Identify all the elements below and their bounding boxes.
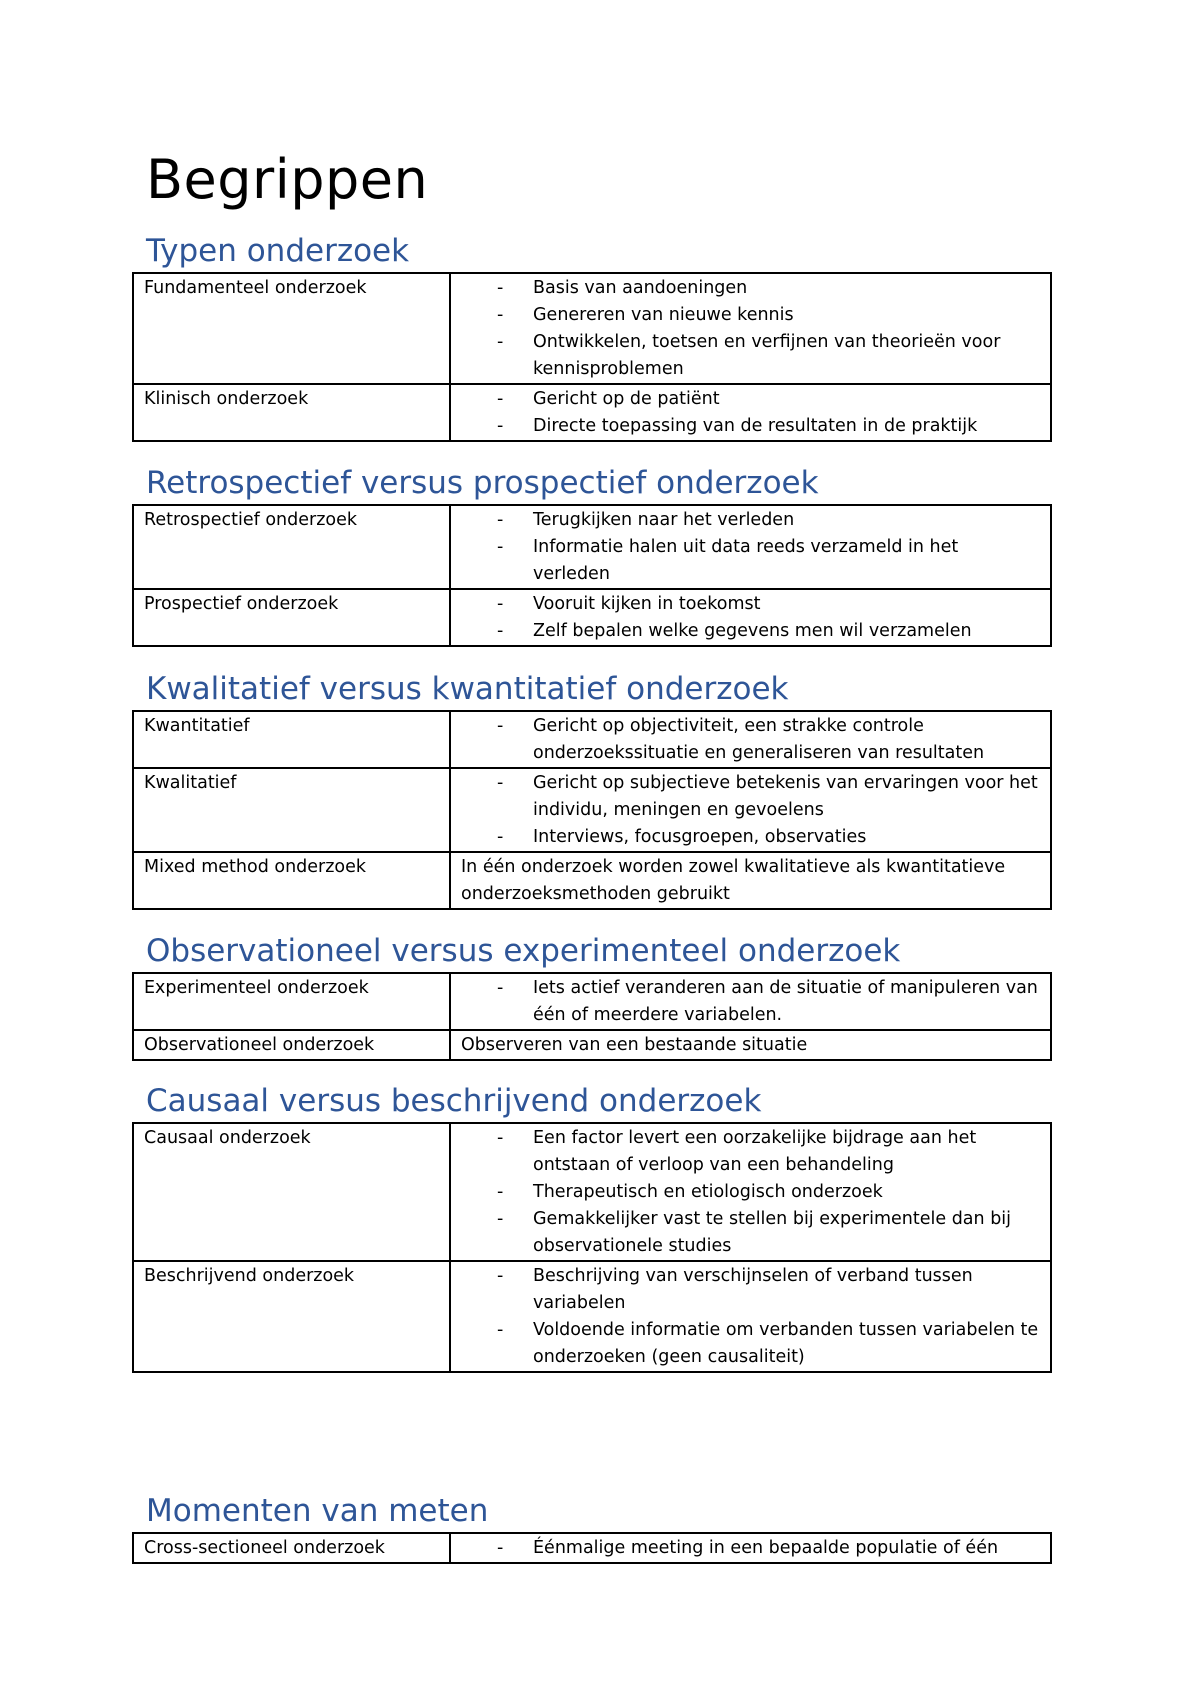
list-item: - Een factor levert een oorzakelijke bijdrage aan het ontstaan of verloop van een behandeling	[497, 1125, 1040, 1179]
description-cell: Observeren van een bestaande situatie	[450, 1030, 1051, 1060]
table-row	[133, 273, 1051, 384]
term-cell: Fundamenteel onderzoek	[133, 273, 450, 384]
term-cell: Prospectief onderzoek	[133, 589, 450, 646]
list-item: - Basis van aandoeningen	[497, 275, 1040, 302]
list-item: - Beschrijving van verschijnselen of verband tussen variabelen	[497, 1263, 1040, 1317]
term-cell: Causaal onderzoek	[133, 1123, 450, 1261]
list-item: - Informatie halen uit data reeds verzameld in het verleden	[497, 534, 1040, 588]
description-cell	[450, 711, 1051, 768]
section	[132, 232, 1052, 442]
list-item: - Interviews, focusgroepen, observaties	[497, 824, 1040, 851]
description-cell	[450, 768, 1051, 852]
description-cell: In één onderzoek worden zowel kwalitatieve als kwantitatieve onderzoeksmethoden gebruikt	[450, 852, 1051, 909]
bullet-list	[461, 1263, 1040, 1371]
table-row	[133, 711, 1051, 768]
list-item: - Therapeutisch en etiologisch onderzoek	[497, 1179, 1040, 1206]
table-row	[133, 973, 1051, 1030]
list-item: - Ontwikkelen, toetsen en verfijnen van theorieën voor kennisproblemen	[497, 329, 1040, 383]
list-item: - Zelf bepalen welke gegevens men wil verzamelen	[497, 618, 1040, 645]
section	[132, 1492, 1052, 1564]
term-cell: Cross-sectioneel onderzoek	[133, 1533, 450, 1563]
section-heading: Typen onderzoek	[146, 233, 410, 269]
description-cell	[450, 505, 1051, 589]
list-item: - Genereren van nieuwe kennis	[497, 302, 1040, 329]
section	[132, 932, 1052, 1061]
list-item: - Iets actief veranderen aan de situatie of manipuleren van één of meerdere variabelen.	[497, 975, 1040, 1029]
bullet-list	[461, 975, 1040, 1029]
bullet-list	[461, 713, 1040, 767]
table-row	[133, 768, 1051, 852]
bullet-list	[461, 507, 1040, 588]
table-row	[133, 1123, 1051, 1261]
description-cell	[450, 589, 1051, 646]
definition-table	[132, 272, 1052, 442]
term-cell: Observationeel onderzoek	[133, 1030, 450, 1060]
term-cell: Beschrijvend onderzoek	[133, 1261, 450, 1372]
section-heading: Momenten van meten	[146, 1493, 489, 1529]
bullet-list	[461, 275, 1040, 383]
description-cell	[450, 1123, 1051, 1261]
bullet-list	[461, 591, 1040, 645]
table-row	[133, 1261, 1051, 1372]
section	[132, 1082, 1052, 1373]
list-item: - Gemakkelijker vast te stellen bij experimentele dan bij observationele studies	[497, 1206, 1040, 1260]
term-cell: Mixed method onderzoek	[133, 852, 450, 909]
description-cell	[450, 1261, 1051, 1372]
section-heading: Kwalitatief versus kwantitatief onderzoek	[146, 671, 789, 707]
definition-table	[132, 710, 1052, 910]
term-cell: Retrospectief onderzoek	[133, 505, 450, 589]
definition-table	[132, 1532, 1052, 1564]
bullet-list	[461, 1535, 1040, 1562]
list-item: - Vooruit kijken in toekomst	[497, 591, 1040, 618]
bullet-list	[461, 1125, 1040, 1260]
section	[132, 670, 1052, 910]
definition-table	[132, 504, 1052, 647]
table-row	[133, 384, 1051, 441]
table-row	[133, 852, 1051, 909]
table-row	[133, 505, 1051, 589]
description-cell	[450, 273, 1051, 384]
term-cell: Klinisch onderzoek	[133, 384, 450, 441]
section	[132, 464, 1052, 647]
page-title: Begrippen	[146, 148, 429, 211]
section-heading: Causaal versus beschrijvend onderzoek	[146, 1083, 762, 1119]
section-heading: Retrospectief versus prospectief onderzoek	[146, 465, 819, 501]
table-row	[133, 589, 1051, 646]
list-item: - Éénmalige meeting in een bepaalde populatie of één	[497, 1535, 1040, 1562]
list-item: - Gericht op de patiënt	[497, 386, 1040, 413]
term-cell: Kwantitatief	[133, 711, 450, 768]
list-item: - Voldoende informatie om verbanden tussen variabelen te onderzoeken (geen causaliteit)	[497, 1317, 1040, 1371]
list-item: - Terugkijken naar het verleden	[497, 507, 1040, 534]
section-heading: Observationeel versus experimenteel onderzoek	[146, 933, 901, 969]
table-row	[133, 1533, 1051, 1563]
description-cell	[450, 384, 1051, 441]
table-row	[133, 1030, 1051, 1060]
term-cell: Experimenteel onderzoek	[133, 973, 450, 1030]
bullet-list	[461, 386, 1040, 440]
definition-table	[132, 1122, 1052, 1373]
definition-table	[132, 972, 1052, 1061]
list-item: - Gericht op subjectieve betekenis van ervaringen voor het individu, meningen en gevoelens	[497, 770, 1040, 824]
list-item: - Directe toepassing van de resultaten in de praktijk	[497, 413, 1040, 440]
description-cell	[450, 973, 1051, 1030]
description-cell	[450, 1533, 1051, 1563]
bullet-list	[461, 770, 1040, 851]
term-cell: Kwalitatief	[133, 768, 450, 852]
list-item: - Gericht op objectiviteit, een strakke controle onderzoekssituatie en generaliseren van resultaten	[497, 713, 1040, 767]
